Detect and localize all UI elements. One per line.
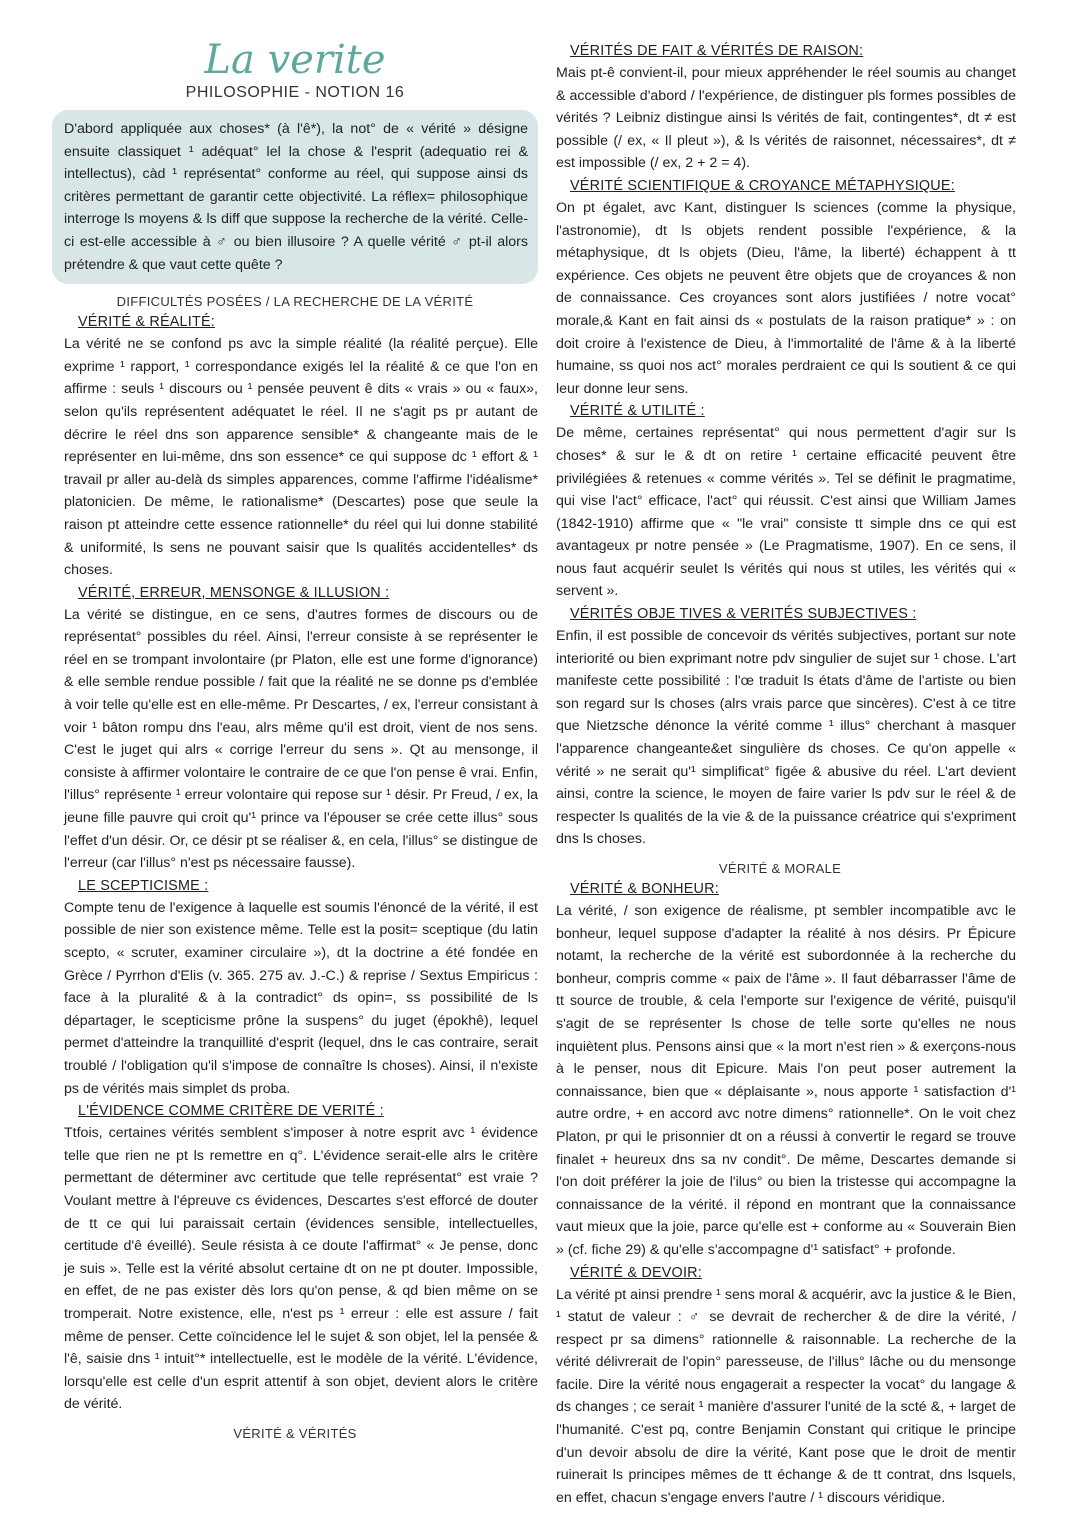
section-heading: VÉRITÉS OBJE TIVES & VERITÉS SUBJECTIVES : [570, 606, 917, 623]
section-text: La vérité ne se confond ps avc la simple réalité (la réalité perçue). Elle exprime ¹ rapport, ¹ correspondance exigés lel la réalité & ce que l'on en affirme : seuls ¹ discours ou ¹ pensée peuvent ê dits « vrais » ou « faux», selon qu'ils représentent adéquatet le réel. Il ne s'agit ps pr autant de décrire le réel dns son apparence sensible* & changeante mais de le représenter en lui-même, dns son essence* ce qui suppose dc ¹ effort & ¹ travail pr aller au-delà ds simples apparences, comme l'affirme l'idéalisme* platonicien. De même, le rationalisme* (Descartes) pose que seule la raison pt atteindre cette essence rationnelle* du réel qui lui donne stabilité & uniformité, ls sens ne pouvant saisir que ls qualités accidentelles* ds choses. [64, 336, 538, 579]
section-heading: VÉRITÉ & RÉALITÉ: [78, 314, 215, 331]
section-text: La vérité pt ainsi prendre ¹ sens moral & acquérir, avc la justice & le Bien, ¹ statut de valeur : ♂ se devrait de rechercher & de dire la vérité, / respect pr sa dimens° rationnelle & raisonnable. La recherche de la vérité délivrerait de l'opin° paresseuse, de l'illus° lâche ou du mensonge facile. Dire la vérité nous engagerait a respecter la vocat° du langage & ds changes ; ce serait ¹ manière d'assurer l'unité de la scté &, + larget de l'humanité. C'est pq, contre Benjamin Constant qui critique le principe d'un devoir absolu de dire la vérité, Kant pose que le droit de mentir ruinerait ls principes mêmes de tt échange & de tt contrat, dns lsquels, en effet, chacun s'engage envers l'autre / ¹ discours véridique. [556, 1286, 1016, 1506]
section-text: Compte tenu de l'exigence à laquelle est soumis l'énoncé de la vérité, il est possible de nier son existence même. Telle est la posit= sceptique (du latin scepto, « scruter, examiner circulaire »), dt la doctrine a été fondée en Grèce / Pyrrhon d'Elis (v. 365. 275 av. J.-C.) & reprise / Sextus Empiricus : face à la pluralité & à la contradict° ds opin=, ss possibilité de ls départager, le scepticisme prône la suspens° du juget (épokhê), lequel permet d'atteindre la tranquillité d'esprit (lequel, dns le cas contraire, serait troublé / l'obligation qu'il s'impose de connaître ls choses). Ainsi, il n'existe ps de vérités mais simplet ds proba. [64, 899, 538, 1097]
part-heading-2: VÉRITÉ & VÉRITÉS [233, 1425, 357, 1441]
section-text: Ttfois, certaines vérités semblent s'imposer à notre esprit avc ¹ évidence telle que rien ne pt ls remettre en q°. L'évidence serait-elle alrs le critère permettant de déterminer avc certitude que telle représentat° est vraie ? Voulant mettre à l'épreuve cs évidences, Descartes s'est efforcé de douter de tt ce qui lui paraissait certain (évidences sensible, intellectuelles, certitude d'ê éveillé). Seule résista à ce doute l'affirmat° « Je pense, donc je suis ». Telle est la vérité absolut certaine dt on ne pt douter. Impossible, en effet, de ne pas exister dès lors qu'on pense, & qd bien même on se tromperait. Notre existence, elle, n'est ps ¹ erreur : elle est assure / fait même de penser. Cette coïncidence lel le sujet & son objet, lel la pensée & l'ê, saisie dns ¹ intuit°* intellectuelle, est le modèle de la vérité. L'évidence, lorsqu'elle est celle d'un esprit attentif à son objet, devient alors le critère de vérité. [64, 1125, 538, 1413]
section-heading: VÉRITÉS DE FAIT & VÉRITÉS DE RAISON: [570, 43, 864, 59]
section-text: Enfin, il est possible de concevoir ds vérités subjectives, portant sur note interiorité ou bien exprimant notre pdv singulier de sujet sur ¹ chose. L'art manifeste cette possibilité : l'œ traduit ls états d'âme de l'artiste ou bien son regard sur ls choses (alrs vrais parce que sincères). C'est à ce titre que Nietzsche dénonce la vérité comme ¹ illus° cherchant à masquer l'apparence changeante&et singulière ds choses. Ce qu'on appelle « vérité » ne serait qu'¹ simplificat° figée & abusive du réel. L'art devient ainsi, contre la science, le moyen de faire varier ls pdv sur le réel & de respecter ls qualités de la vie & de la puissance créatrice qui s'expriment dns ls choses. [556, 628, 1016, 848]
section-heading: LE SCEPTICISME : [78, 877, 209, 894]
section-text: Mais pt-ê convient-il, pour mieux appréhender le réel soumis au changet & accessible d'abord / l'expérience, de distinguer pls formes possibles de vérités ? Leibniz distingue ainsi ls vérités de fait, contingentes*, dt ≠ est possible (/ ex, « Il pleut »), & ls vérités de raisonnet, nécessaires*, dt ≠ est impossible (/ ex, 2 + 2 = 4). [556, 65, 1016, 172]
part-heading-1: DIFFICULTÉS POSÉES / LA RECHERCHE DE LA VÉRITÉ [116, 294, 474, 310]
left-column [52, 0, 538, 1443]
section-text: De même, certaines représentat° qui nous permettent d'agir sur ls choses* & sur le & dt on retire ¹ certaine efficacité peuvent être privilégiées & retenues « comme vérités ». Tel se définit le pragmatime, qui vise l'act° efficace, l'act° qui réussit. C'est ainsi que William James (1842-1910) affirme que « "le vrai" consiste tt simple dns ce qui est avantageux pr notre pensée » (Le Pragmatisme, 1907). En ce sens, il nous faut acquérir seulet ls vérités qui nous st utiles, les vérités qui « servent ». [556, 425, 1016, 600]
section-text: On pt égalet, avc Kant, distinguer ls sciences (comme la physique, l'astronomie), dt ls objets rendent possible l'expérience, & la métaphysique, dt ls objets (Dieu, l'âme, la liberté) échappent à tt expérience. Ces objets ne peuvent être objets que de croyances & non de connaissance. Ces croyances sont alors justifiées / notre vocat° morale,& Kant en fait ainsi ds « postulats de la raison pratique* » : on doit croire à l'existence de Dieu, à l'immortalité de l'âme & à la liberté humaine, ss quoi nos act° morales perdraient ce qui ls soutient & ce qui leur donne leur sens. [556, 199, 1016, 397]
section-heading: VÉRITÉ SCIENTIFIQUE & CROYANCE MÉTAPHYSIQUE: [570, 177, 955, 194]
section-heading: VÉRITÉ & BONHEUR: [570, 881, 719, 897]
page-subtitle: PHILOSOPHIE - NOTION 16 [185, 84, 405, 101]
section-heading: L'ÉVIDENCE COMME CRITÈRE DE VERITÉ : [78, 1103, 384, 1120]
section-heading: VÉRITÉ & UTILITÉ : [570, 403, 705, 420]
section-text: La vérité se distingue, en ce sens, d'autres formes de discours ou de représentat° possibles du réel. Ainsi, l'erreur consiste à se représenter le réel en se trompant involontaire (pr Platon, elle est une forme d'ignorance) & elle semble rendue possible / fait que la réalité ne se donne ps d'emblée à voir telle qu'elle est en elle-même. Pr Descartes, / ex, l'erreur consistant à voir ¹ bâton rompu dns l'eau, alrs même qu'il est droit, vient de nos sens. C'est le juget qui alrs « corrige l'erreur du sens ». Qt au mensonge, il consiste à affirmer volontaire le contraire de ce que l'on pense ê vrai. Enfin, l'illus° représente ¹ erreur volontaire qui repose sur ¹ désir. Pr Freud, / ex, la jeune fille pauvre qui croit qu'¹ prince va l'épouser se crée cette illus° sous l'effet d'un désir. Or, ce désir pt se réaliser &, en cela, l'illus° se distingue de l'erreur (car l'illus° n'est ps nécessaire fausse). [64, 606, 538, 872]
page-title: La verite [204, 37, 386, 83]
section-heading: VÉRITÉ & DEVOIR: [570, 1264, 702, 1281]
section-text: La vérité, / son exigence de réalisme, pt sembler incompatible avc le bonheur, lequel suppose d'adapter la réalité à nos désirs. Pr Épicure notamt, la recherche de la vérité est subordonnée à la recherche du bonheur, compris comme « paix de l'âme ». Il faut débarrasser l'âme de tt source de trouble, & cela l'emporte sur l'exigence de vérité, puisqu'il s'agit de se représenter ls chose de telle sorte qu'elles ne nous inquiètent plus. Pensons ainsi que « la mort n'est rien » & exerçons-nous à le penser, nous dit Epicure. Mais l'on peut poser autrement la connaissance, bien que « déplaisante », nous apporte ¹ satisfaction d'¹ autre ordre, + en accord avc notre dimens° rationnelle*. On le voit chez Platon, pr qui le prisonnier dt on a réussi à convertir le regard se trouve finalet + heureux dns sa nv condit°. De même, Descartes demande si l'on doit préférer la joie de l'ilus° ou bien la tristesse qui accompagne la connaissance de la vérité. il répond en montrant que la connaissance vaut mieux que la joie, parce qu'elle est + conforme au « Souverain Bien » (cf. fiche 29) & qu'elle s'accompagne d'¹ satisfact° + profonde. [556, 903, 1016, 1258]
section-heading: VÉRITÉ, ERREUR, MENSONGE & ILLUSION : [78, 584, 390, 601]
right-column [544, 40, 1016, 1509]
part-heading-3: VÉRITÉ & MORALE [718, 861, 842, 876]
intro-box: D'abord appliquée aux choses* (à l'ê*), la not° de « vérité » désigne ensuite classiquet ¹ adéquat° lel la chose & l'esprit (adequatio rei & intellectus), càd ¹ représentat° conforme au réel, qui suppose ainsi ds critères permettant de garantir cette objectivité. La réflex= philosophique interroge ls moyens & ls diff que suppose la recherche de la vérité. Celle-ci est-elle accessible à ♂ ou bien illusoire ? A quelle vérité ♂ pt-il alors prétendre & que vaut cette quête ? [52, 110, 538, 284]
